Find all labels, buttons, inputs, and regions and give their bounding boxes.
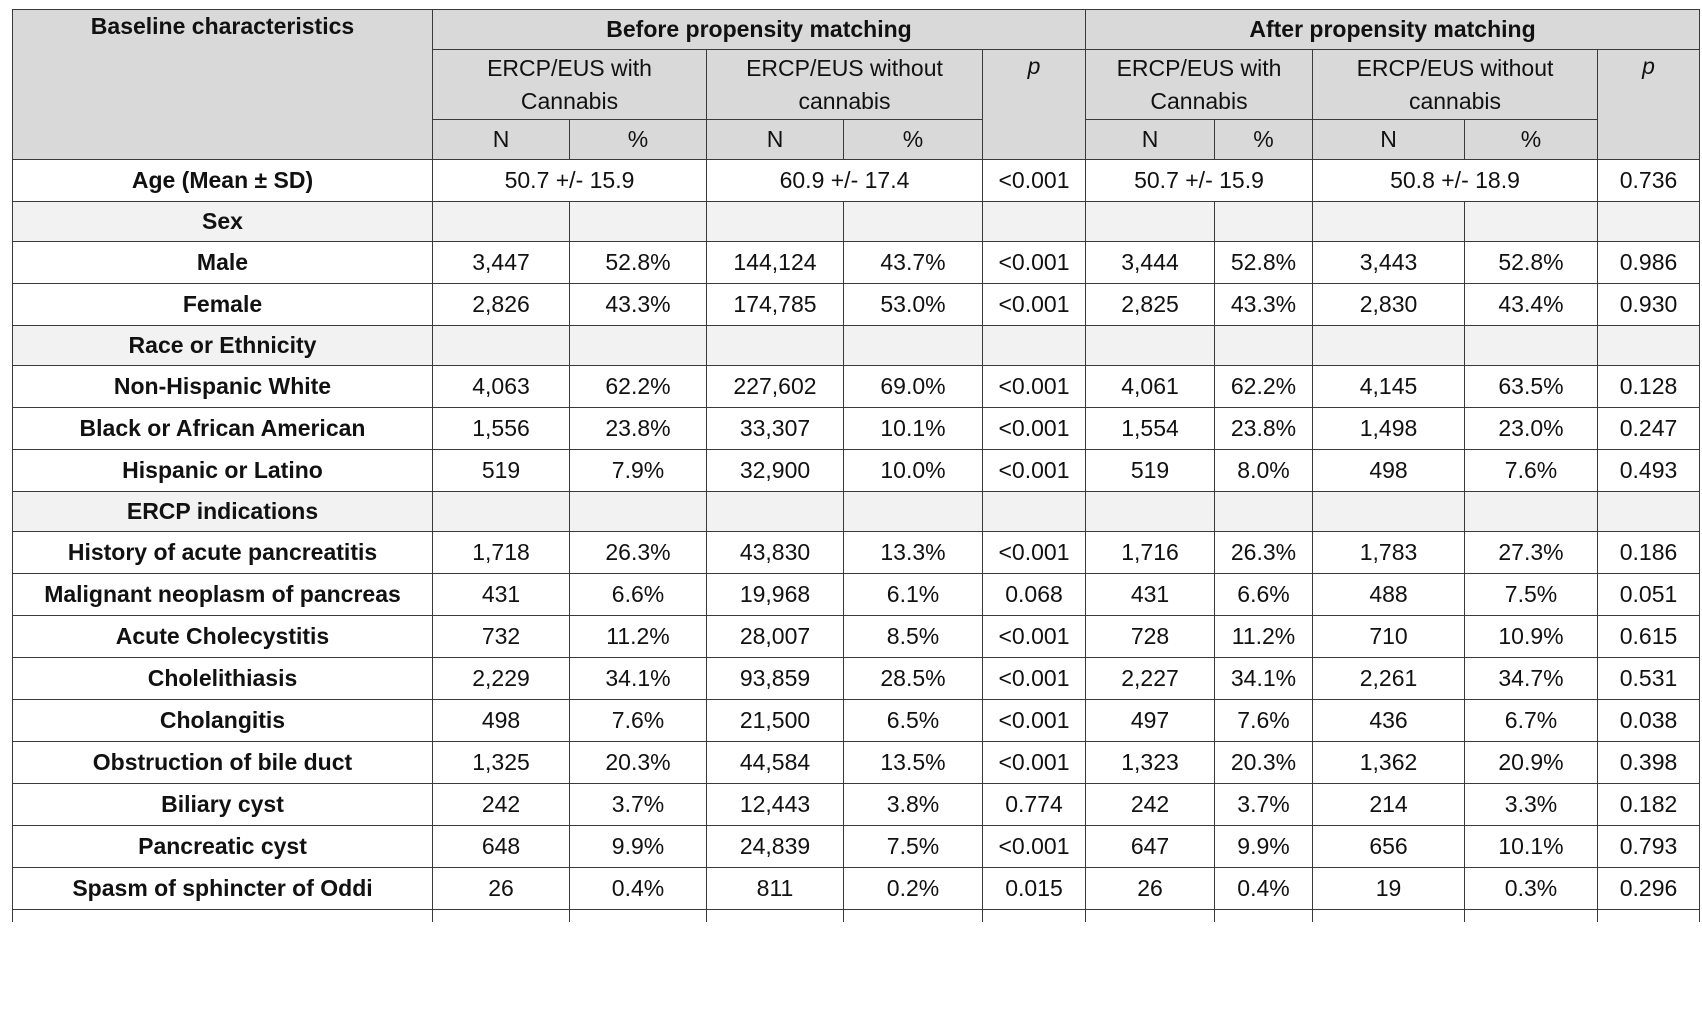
table-row [13,868,1700,910]
table-cell: 20.3% [1215,742,1313,784]
table-cell: 1,362 [1313,742,1465,784]
table-cell: 69.0% [844,366,983,408]
empty-cell [433,492,570,532]
table-cell: <0.001 [983,450,1086,492]
table-cell: 2,825 [1086,284,1215,326]
table-cell: 431 [1086,574,1215,616]
table-cell: 6.1% [844,574,983,616]
empty-cell [707,202,844,242]
table-cell: 0.736 [1598,160,1700,202]
table-row-age [13,160,1700,202]
table-cell: 0.186 [1598,532,1700,574]
empty-cell [1215,326,1313,366]
table-cell: 4,063 [433,366,570,408]
table-cell: 6.5% [844,700,983,742]
after-with-cannabis-header: ERCP/EUS with Cannabis [1086,50,1313,120]
before-p-header: p [983,50,1086,160]
table-cell: <0.001 [983,658,1086,700]
empty-cell [1313,202,1465,242]
table-cell: 11.2% [570,616,707,658]
empty-cell [1086,910,1215,922]
table-cell: <0.001 [983,242,1086,284]
table-cell: <0.001 [983,700,1086,742]
table-cell: 10.1% [844,408,983,450]
table-cell: 28.5% [844,658,983,700]
table-cell: 1,498 [1313,408,1465,450]
table-cell: 0.986 [1598,242,1700,284]
table-cell: 3.8% [844,784,983,826]
table-cell: 8.5% [844,616,983,658]
table-cell: 519 [433,450,570,492]
table-cell: 34.1% [1215,658,1313,700]
table-cell: 519 [1086,450,1215,492]
table-cell: 144,124 [707,242,844,284]
empty-cell [1598,326,1700,366]
empty-cell [1086,202,1215,242]
n-header: N [1313,120,1465,160]
table-cell: 1,556 [433,408,570,450]
table-cell: 23.0% [1465,408,1598,450]
empty-cell [570,326,707,366]
section-label: ERCP indications [13,492,433,532]
table-cell: 0.015 [983,868,1086,910]
table-cell: 50.7 +/- 15.9 [433,160,707,202]
table-row [13,408,1700,450]
empty-cell [983,202,1086,242]
empty-cell [707,492,844,532]
table-cell: 93,859 [707,658,844,700]
empty-cell [1313,326,1465,366]
row-label: Obstruction of bile duct [13,742,433,784]
table-cell: 498 [433,700,570,742]
empty-cell [844,326,983,366]
table-cell: <0.001 [983,160,1086,202]
table-row [13,242,1700,284]
section-row [13,202,1700,242]
table-cell: 43.4% [1465,284,1598,326]
row-label: Female [13,284,433,326]
table-cell: 0.128 [1598,366,1700,408]
row-label: History of acute pancreatitis [13,532,433,574]
table-cell: 0.531 [1598,658,1700,700]
row-label: Hispanic or Latino [13,450,433,492]
table-cell: 19,968 [707,574,844,616]
table-cell: 33,307 [707,408,844,450]
row-label: Cholelithiasis [13,658,433,700]
table-cell: 2,830 [1313,284,1465,326]
table-cell: 11.2% [1215,616,1313,658]
table-cell: 50.7 +/- 15.9 [1086,160,1313,202]
empty-cell [1598,910,1700,922]
table-cell: 21,500 [707,700,844,742]
table-cell: <0.001 [983,366,1086,408]
table-cell: 32,900 [707,450,844,492]
pct-header: % [1465,120,1598,160]
table-cell: 431 [433,574,570,616]
table-cell: 0.3% [1465,868,1598,910]
table-cell: 26.3% [570,532,707,574]
table-cell: 62.2% [570,366,707,408]
table-cell: 3,444 [1086,242,1215,284]
table-cell: 60.9 +/- 17.4 [707,160,983,202]
table-cell: 24,839 [707,826,844,868]
table-row [13,450,1700,492]
table-cell: 52.8% [1215,242,1313,284]
table-cell: 6.6% [1215,574,1313,616]
table-cell: 7.5% [844,826,983,868]
empty-cell [13,910,433,922]
table-cell: 2,826 [433,284,570,326]
table-cell: 0.4% [1215,868,1313,910]
table-cell: 4,061 [1086,366,1215,408]
table-cell: <0.001 [983,408,1086,450]
table-row [13,366,1700,408]
empty-cell [570,492,707,532]
table-cell: 3,447 [433,242,570,284]
table-cell: 3.7% [1215,784,1313,826]
row-label: Black or African American [13,408,433,450]
table-cell: 0.398 [1598,742,1700,784]
table-cell: <0.001 [983,532,1086,574]
table-cell: 1,325 [433,742,570,784]
row-label: Age (Mean ± SD) [13,160,433,202]
n-header: N [707,120,844,160]
empty-cell [1215,202,1313,242]
table-cell: 0.615 [1598,616,1700,658]
after-matching-header: After propensity matching [1086,10,1700,50]
table-cell: 214 [1313,784,1465,826]
table-cell: 2,227 [1086,658,1215,700]
empty-cell [983,492,1086,532]
table-cell: 43,830 [707,532,844,574]
empty-cell [1598,202,1700,242]
table-body [13,160,1700,922]
table-cell: 26 [433,868,570,910]
table-cell: 7.9% [570,450,707,492]
table-cell: 0.4% [570,868,707,910]
empty-cell [1465,202,1598,242]
table-cell: 20.3% [570,742,707,784]
table-cell: 28,007 [707,616,844,658]
table-cell: 53.0% [844,284,983,326]
table-row [13,284,1700,326]
empty-cell [1598,492,1700,532]
table-cell: 8.0% [1215,450,1313,492]
cut-off-row [13,910,1700,922]
table-cell: 7.6% [1215,700,1313,742]
table-cell: 0.774 [983,784,1086,826]
section-label: Race or Ethnicity [13,326,433,366]
empty-cell [433,910,570,922]
table-cell: 436 [1313,700,1465,742]
table-cell: 0.296 [1598,868,1700,910]
row-label: Pancreatic cyst [13,826,433,868]
empty-cell [1215,492,1313,532]
empty-cell [844,202,983,242]
table-cell: 7.5% [1465,574,1598,616]
table-cell: 43.3% [1215,284,1313,326]
table-cell: 52.8% [570,242,707,284]
empty-cell [1086,492,1215,532]
empty-cell [1465,910,1598,922]
table-cell: 647 [1086,826,1215,868]
empty-cell [707,910,844,922]
before-without-cannabis-header: ERCP/EUS without cannabis [707,50,983,120]
table-cell: 13.5% [844,742,983,784]
table-row [13,826,1700,868]
table-cell: 19 [1313,868,1465,910]
n-header: N [433,120,570,160]
after-without-cannabis-header: ERCP/EUS without cannabis [1313,50,1598,120]
table-cell: <0.001 [983,826,1086,868]
pct-header: % [844,120,983,160]
table-cell: 1,783 [1313,532,1465,574]
empty-cell [844,910,983,922]
pct-header: % [1215,120,1313,160]
table-cell: 62.2% [1215,366,1313,408]
row-label: Acute Cholecystitis [13,616,433,658]
empty-cell [983,910,1086,922]
empty-cell [707,326,844,366]
table-cell: 1,718 [433,532,570,574]
table-cell: 23.8% [1215,408,1313,450]
table-cell: 242 [1086,784,1215,826]
table-cell: 13.3% [844,532,983,574]
table-cell: 497 [1086,700,1215,742]
table-cell: 7.6% [570,700,707,742]
table-cell: 3.3% [1465,784,1598,826]
empty-cell [433,202,570,242]
empty-cell [1313,492,1465,532]
before-with-cannabis-header: ERCP/EUS with Cannabis [433,50,707,120]
row-label: Cholangitis [13,700,433,742]
empty-cell [983,326,1086,366]
table-cell: 242 [433,784,570,826]
table-cell: 26 [1086,868,1215,910]
table-cell: 20.9% [1465,742,1598,784]
table-row [13,574,1700,616]
table-cell: 12,443 [707,784,844,826]
table-cell: 44,584 [707,742,844,784]
table-cell: 23.8% [570,408,707,450]
section-label: Sex [13,202,433,242]
table-header [13,10,1700,160]
empty-cell [1215,910,1313,922]
table-cell: 26.3% [1215,532,1313,574]
table-cell: 710 [1313,616,1465,658]
table-row [13,658,1700,700]
table-cell: 10.0% [844,450,983,492]
table-cell: 0.051 [1598,574,1700,616]
table-cell: 0.2% [844,868,983,910]
table-cell: 656 [1313,826,1465,868]
table-cell: 50.8 +/- 18.9 [1313,160,1598,202]
table-cell: 0.068 [983,574,1086,616]
table-cell: 9.9% [570,826,707,868]
table-cell: 4,145 [1313,366,1465,408]
empty-cell [1086,326,1215,366]
baseline-header: Baseline characteristics [13,10,433,160]
empty-cell [433,326,570,366]
section-row [13,326,1700,366]
table-cell: 0.247 [1598,408,1700,450]
empty-cell [570,910,707,922]
table-cell: <0.001 [983,616,1086,658]
empty-cell [570,202,707,242]
after-p-header: p [1598,50,1700,160]
table-cell: 0.182 [1598,784,1700,826]
table-cell: 728 [1086,616,1215,658]
table-cell: 0.038 [1598,700,1700,742]
table-cell: 7.6% [1465,450,1598,492]
baseline-characteristics-table [12,9,1700,922]
table-row [13,616,1700,658]
empty-cell [1465,492,1598,532]
empty-cell [844,492,983,532]
table-cell: 43.3% [570,284,707,326]
row-label: Non-Hispanic White [13,366,433,408]
table-cell: 174,785 [707,284,844,326]
row-label: Spasm of sphincter of Oddi [13,868,433,910]
row-label: Male [13,242,433,284]
table-cell: 488 [1313,574,1465,616]
table-cell: 0.930 [1598,284,1700,326]
table-row [13,532,1700,574]
table-cell: 6.7% [1465,700,1598,742]
table-cell: 2,261 [1313,658,1465,700]
before-matching-header: Before propensity matching [433,10,1086,50]
table-cell: 63.5% [1465,366,1598,408]
table-cell: 10.9% [1465,616,1598,658]
table-cell: 732 [433,616,570,658]
table-cell: 0.793 [1598,826,1700,868]
row-label: Biliary cyst [13,784,433,826]
table-cell: 3,443 [1313,242,1465,284]
table-row [13,742,1700,784]
table-cell: 227,602 [707,366,844,408]
table-cell: 10.1% [1465,826,1598,868]
empty-cell [1465,326,1598,366]
row-label: Malignant neoplasm of pancreas [13,574,433,616]
table-cell: 648 [433,826,570,868]
table-cell: 498 [1313,450,1465,492]
table-cell: 34.1% [570,658,707,700]
table-cell: 1,554 [1086,408,1215,450]
table-row [13,784,1700,826]
table-cell: 1,323 [1086,742,1215,784]
table-cell: 811 [707,868,844,910]
n-header: N [1086,120,1215,160]
table-cell: 27.3% [1465,532,1598,574]
table-cell: 52.8% [1465,242,1598,284]
table-cell: 6.6% [570,574,707,616]
table-cell: 43.7% [844,242,983,284]
pct-header: % [570,120,707,160]
table-cell: 9.9% [1215,826,1313,868]
table-cell: 34.7% [1465,658,1598,700]
empty-cell [1313,910,1465,922]
table-row [13,700,1700,742]
table-cell: <0.001 [983,284,1086,326]
table-cell: 3.7% [570,784,707,826]
table-cell: 1,716 [1086,532,1215,574]
table-cell: 2,229 [433,658,570,700]
table-cell: 0.493 [1598,450,1700,492]
table-cell: <0.001 [983,742,1086,784]
section-row [13,492,1700,532]
